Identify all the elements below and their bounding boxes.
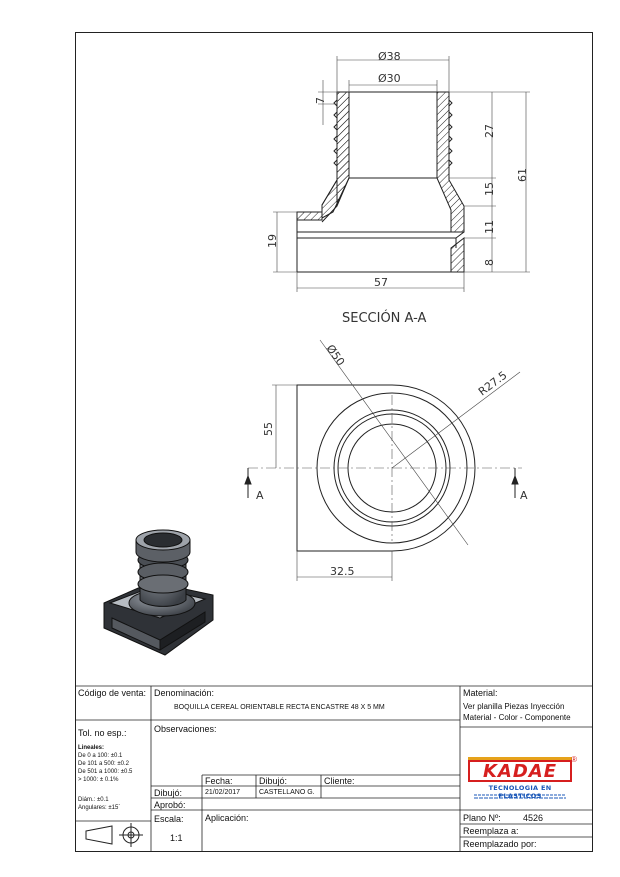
plan-centerlines <box>248 395 522 541</box>
denominacion-value: BOQUILLA CEREAL ORIENTABLE RECTA ENCASTRE 48 X 5 MM <box>174 704 385 711</box>
projection-symbol-icon <box>86 823 143 847</box>
plano-value: 4526 <box>523 813 544 823</box>
tol-line-1: De 0 a 100: ±0.1 <box>78 753 123 759</box>
dim-d50: Ø50 <box>323 342 348 369</box>
dim-w57: 57 <box>374 276 388 289</box>
section-dimensions <box>273 56 530 292</box>
tol-label: Tol. no esp.: <box>78 728 127 738</box>
reemplazado-label: Reemplazado por: <box>463 839 537 849</box>
plano-label: Plano Nº: <box>463 813 501 823</box>
dim-h27: 27 <box>483 124 496 138</box>
dim-h7: 7 <box>314 97 327 104</box>
material-label: Material: <box>463 688 498 698</box>
escala-value: 1:1 <box>170 833 183 843</box>
dim-h61: 61 <box>516 168 529 182</box>
logo-fineprint <box>472 793 568 800</box>
section-flange-hatch <box>451 238 464 272</box>
dim-h11: 11 <box>483 220 496 234</box>
logo-tagline: TECNOLOGIA EN PLASTICOS <box>488 784 552 800</box>
section-label: SECCIÓN A-A <box>342 311 427 326</box>
logo-wordmark: KADAE <box>482 760 558 782</box>
section-arrows <box>245 468 518 498</box>
codigo-label: Código de venta: <box>78 688 147 698</box>
isometric-view <box>104 530 213 655</box>
section-left-hatch <box>322 92 349 218</box>
diam-line: Diám.: ±0.1 <box>78 797 109 803</box>
fecha-value: 21/02/2017 <box>205 789 241 796</box>
dim-h55: 55 <box>262 422 275 436</box>
dim-h8: 8 <box>483 259 496 266</box>
dibujo-value: CASTELLANO G. <box>259 789 315 796</box>
section-marker-right: A <box>520 489 528 502</box>
fecha-label: Fecha: <box>205 776 233 786</box>
tol-line-2: De 101 a 500: ±0.2 <box>78 761 129 767</box>
company-logo <box>468 755 577 782</box>
section-view <box>297 92 464 272</box>
tol-line-4: > 1000: ± 0.1% <box>78 777 119 783</box>
dim-r27: R27.5 <box>475 368 510 399</box>
tol-line-3: De 501 a 1000: ±0.5 <box>78 769 133 775</box>
escala-label: Escala: <box>154 814 184 824</box>
plan-dimensions <box>272 340 520 581</box>
dim-d30: Ø30 <box>378 72 401 85</box>
material-line-1: Ver planilla Piezas Inyección <box>463 702 565 711</box>
material-line-2: Material - Color - Componente <box>463 713 571 722</box>
cliente-label: Cliente: <box>324 776 355 786</box>
aplicacion-label: Aplicación: <box>205 813 249 823</box>
dibujo-row-label: Dibujó: <box>154 788 183 798</box>
dim-h15: 15 <box>483 182 496 196</box>
aprobo-label: Aprobó: <box>154 800 186 810</box>
lineales-label: Lineales: <box>78 745 105 751</box>
dim-h19: 19 <box>266 234 279 248</box>
logo-registered: ® <box>571 755 577 764</box>
dim-w32: 32.5 <box>330 565 355 578</box>
angulares-line: Angulares: ±15´ <box>78 805 121 811</box>
dibujo-header-label: Dibujó: <box>259 776 288 786</box>
reemplaza-label: Reemplaza a: <box>463 826 519 836</box>
dim-d38: Ø38 <box>378 50 401 63</box>
section-marker-left: A <box>256 489 264 502</box>
denominacion-label: Denominación: <box>154 688 215 698</box>
observaciones-label: Observaciones: <box>154 724 217 734</box>
